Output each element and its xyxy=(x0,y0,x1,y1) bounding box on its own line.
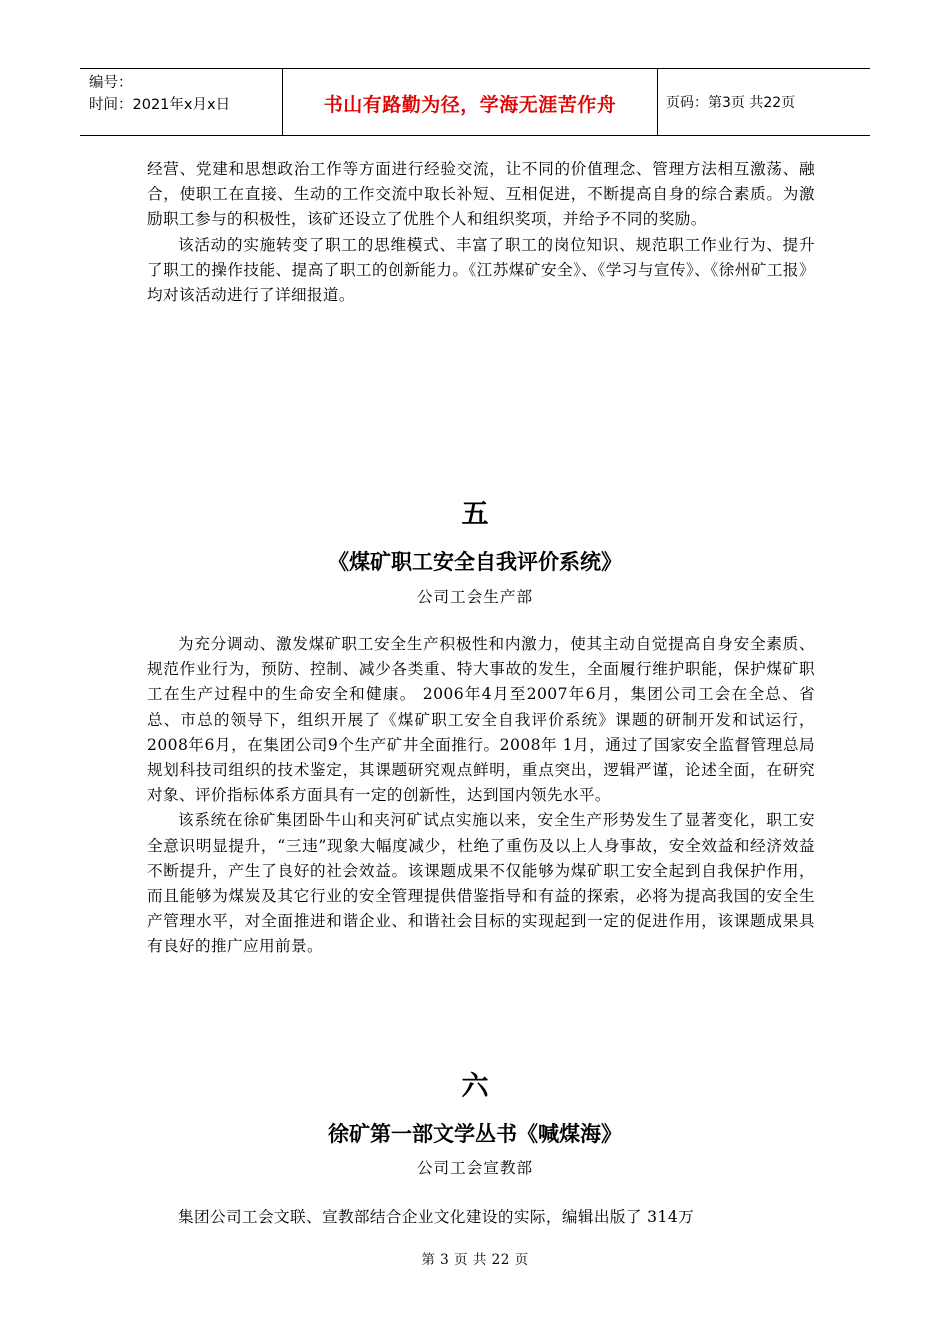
header-page-code: 页码：第3页 共22页 xyxy=(666,95,796,111)
page-footer: 第 3 页 共 22 页 xyxy=(421,1252,529,1268)
section-6-department: 公司工会宣教部 xyxy=(416,1159,534,1177)
header-page-cell xyxy=(658,69,870,135)
intro-paragraph: 该活动的实施转变了职工的思维模式、丰富了职工的岗位知识、规范职工作业行为、提升了职工的操作技能、提高了职工的创新能力。《江苏煤矿安全》、《学习与宣传》、《徐州矿工报》均对该活动进行了详细报道。 xyxy=(147,235,815,305)
section-6-paragraph: 集团公司工会文联、宣教部结合企业文化建设的实际，编辑出版了 314万 xyxy=(178,1208,695,1226)
page-header xyxy=(80,68,870,136)
header-motto: 书山有路勤为径，学海无涯苦作舟 xyxy=(323,93,617,116)
section-5-title: 《煤矿职工安全自我评价系统》 xyxy=(328,550,622,574)
section-5-text-block xyxy=(147,632,815,960)
document-time-label: 时间：2021年x月x日 xyxy=(89,97,231,113)
section-5-paragraph: 为充分调动、激发煤矿职工安全生产积极性和内激力，使其主动自觉提高自身安全素质、规范作业行为，预防、控制、减少各类重、特大事故的发生，全面履行维护职能，保护煤矿职工在生产过程中的生命安全和健康。 2006年4月至2007年6月，集团公司工会在全总、省总、市总的领导下，组织开展了《煤矿职工安全自我评价系统》课题的研制开发和试运行，2008年6月，在集团公司9个生产矿井全面推行。2008年 1月，通过了国家安全监督管理总局规划科技司组织的技术鉴定，其课题研究观点鲜明，重点突出，逻辑严谨，论述全面，在研究对象、评价指标体系方面具有一定的创新性，达到国内领先水平。 xyxy=(147,635,815,805)
section-6-number: 六 xyxy=(461,1071,489,1102)
intro-paragraph: 经营、党建和思想政治工作等方面进行经验交流，让不同的价值理念、管理方法相互激荡、融合，使职工在直接、生动的工作交流中取长补短、互相促进，不断提高自身的综合素质。为激励职工参与的积极性，该矿还设立了优胜个人和组织奖项，并给予不同的奖励。 xyxy=(147,160,815,229)
section-5-paragraph: 该系统在徐矿集团卧牛山和夹河矿试点实施以来，安全生产形势发生了显著变化，职工安全意识明显提升，“三违”现象大幅度减少，杜绝了重伤及以上人身事故，安全效益和经济效益不断提升，产生了良好的社会效益。该课题成果不仅能够为煤矿职工安全起到自我保护作用，而且能够为煤炭及其它行业的安全管理提供借鉴指导和有益的探索，必将为提高我国的安全生产管理水平，对全面推进和谐企业、和谐社会目标的实现起到一定的促进作用，该课题成果具有良好的推广应用前景。 xyxy=(147,811,815,956)
document-number-label: 编号： xyxy=(89,75,133,91)
section-5-department: 公司工会生产部 xyxy=(416,588,534,606)
header-meta-cell xyxy=(80,69,283,135)
header-motto-cell xyxy=(283,69,658,135)
section-6-text-block xyxy=(147,1205,815,1230)
section-6-title: 徐矿第一部文学丛书《喊煤海》 xyxy=(328,1122,622,1146)
intro-text-block xyxy=(147,157,815,308)
section-5-number: 五 xyxy=(461,499,489,530)
